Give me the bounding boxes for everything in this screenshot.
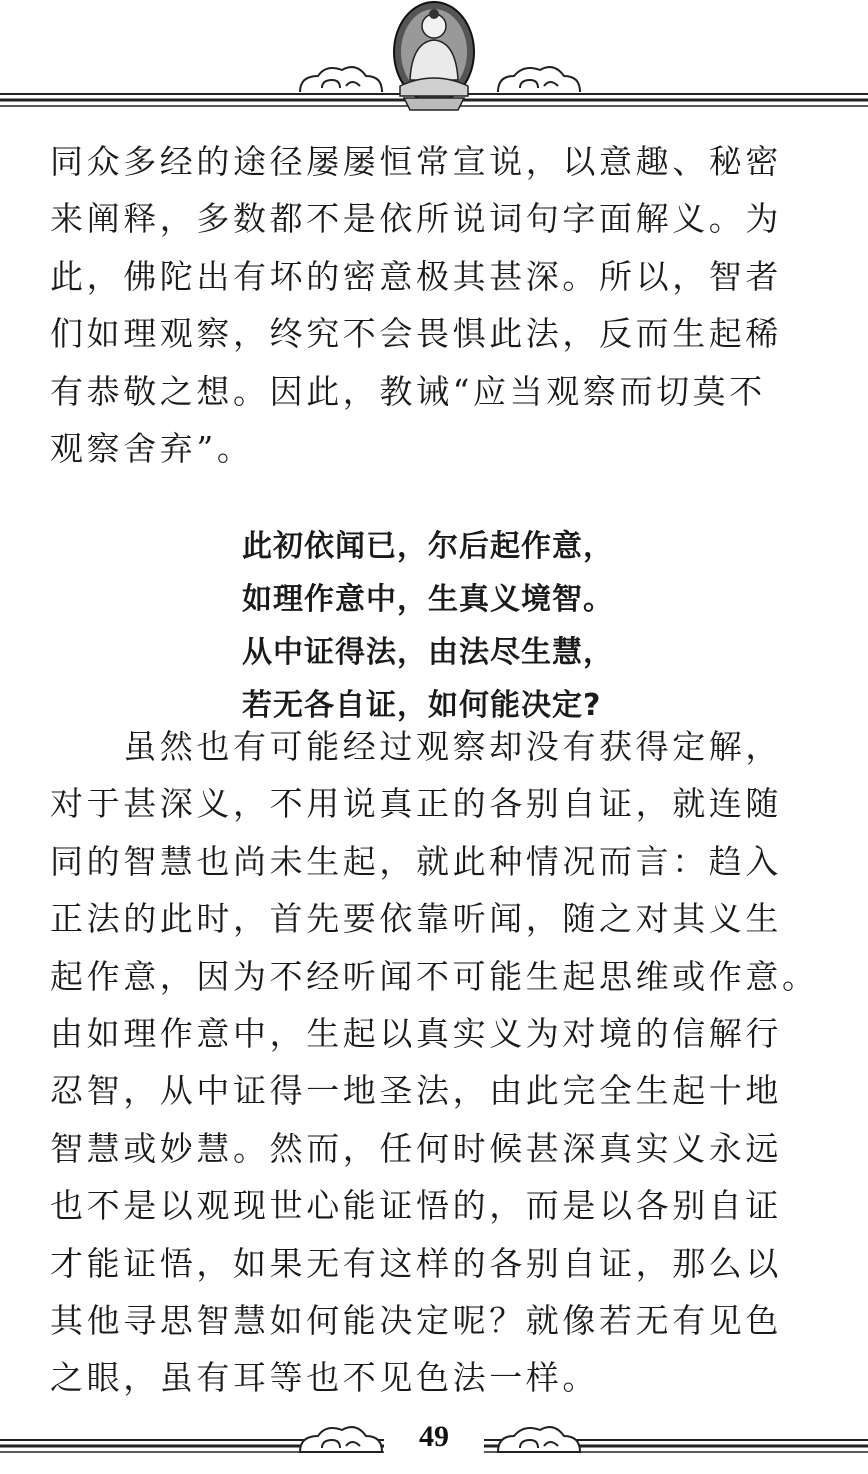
- text-line: 忍智，从中证得一地圣法，由此完全生起十地: [50, 1071, 782, 1111]
- text-line: 此，佛陀出有坏的密意极其甚深。所以，智者: [50, 256, 782, 296]
- text-line: 们如理观察，终究不会畏惧此法，反而生起稀: [50, 314, 782, 354]
- verse-line: 若无各自证，如何能决定?: [242, 688, 602, 723]
- cloud-ornament-icon: [300, 1427, 382, 1452]
- body-paragraph-2: [50, 718, 840, 1407]
- page-header: [0, 0, 868, 120]
- text-line: 对于甚深义，不用说真正的各别自证，就连随: [50, 784, 782, 824]
- header-ornament: [0, 0, 868, 120]
- cloud-ornament-icon: [498, 67, 580, 92]
- body-paragraph-1: [50, 133, 840, 477]
- text-line: 正法的此时，首先要依靠听闻，随之对其义生: [50, 899, 782, 939]
- cloud-ornament-icon: [300, 67, 382, 92]
- text-line: 起作意，因为不经听闻不可能生起思维或作意。: [50, 956, 819, 996]
- text-line: 其他寻思智慧如何能决定呢？就像若无有见色: [50, 1301, 782, 1341]
- verse-block: [242, 520, 662, 732]
- text-line: 同众多经的途径屡屡恒常宣说，以意趣、秘密: [50, 142, 782, 181]
- text-line: 智慧或妙慧。然而，任何时候甚深真实义永远: [50, 1128, 782, 1168]
- page-number: 49: [384, 1420, 484, 1454]
- verse-line: 从中证得法，由法尽生慧，: [242, 635, 614, 670]
- cloud-ornament-icon: [498, 1427, 580, 1452]
- text-line: 也不是以观现世心能证悟的，而是以各别自证: [50, 1186, 782, 1226]
- text-line: 同的智慧也尚未生起，就此种情况而言：趋入: [50, 841, 782, 881]
- text-line: 之眼，虽有耳等也不见色法一样。: [50, 1358, 599, 1398]
- text-line: 有恭敬之想。因此，教诫“应当观察而切莫不: [50, 371, 766, 411]
- verse-line: 如理作意中，生真义境智。: [242, 582, 614, 617]
- text-line: 虽然也有可能经过观察却没有获得定解，: [50, 727, 782, 766]
- text-line: 由如理作意中，生起以真实义为对境的信解行: [50, 1014, 782, 1054]
- text-line: 才能证悟，如果无有这样的各别自证，那么以: [50, 1243, 782, 1283]
- buddha-emblem-icon: [394, 2, 474, 110]
- text-line: 来阐释，多数都不是依所说词句字面解义。为: [50, 199, 782, 239]
- verse-line: 此初依闻已，尔后起作意，: [242, 529, 614, 564]
- text-line: 观察舍弃”。: [50, 429, 254, 469]
